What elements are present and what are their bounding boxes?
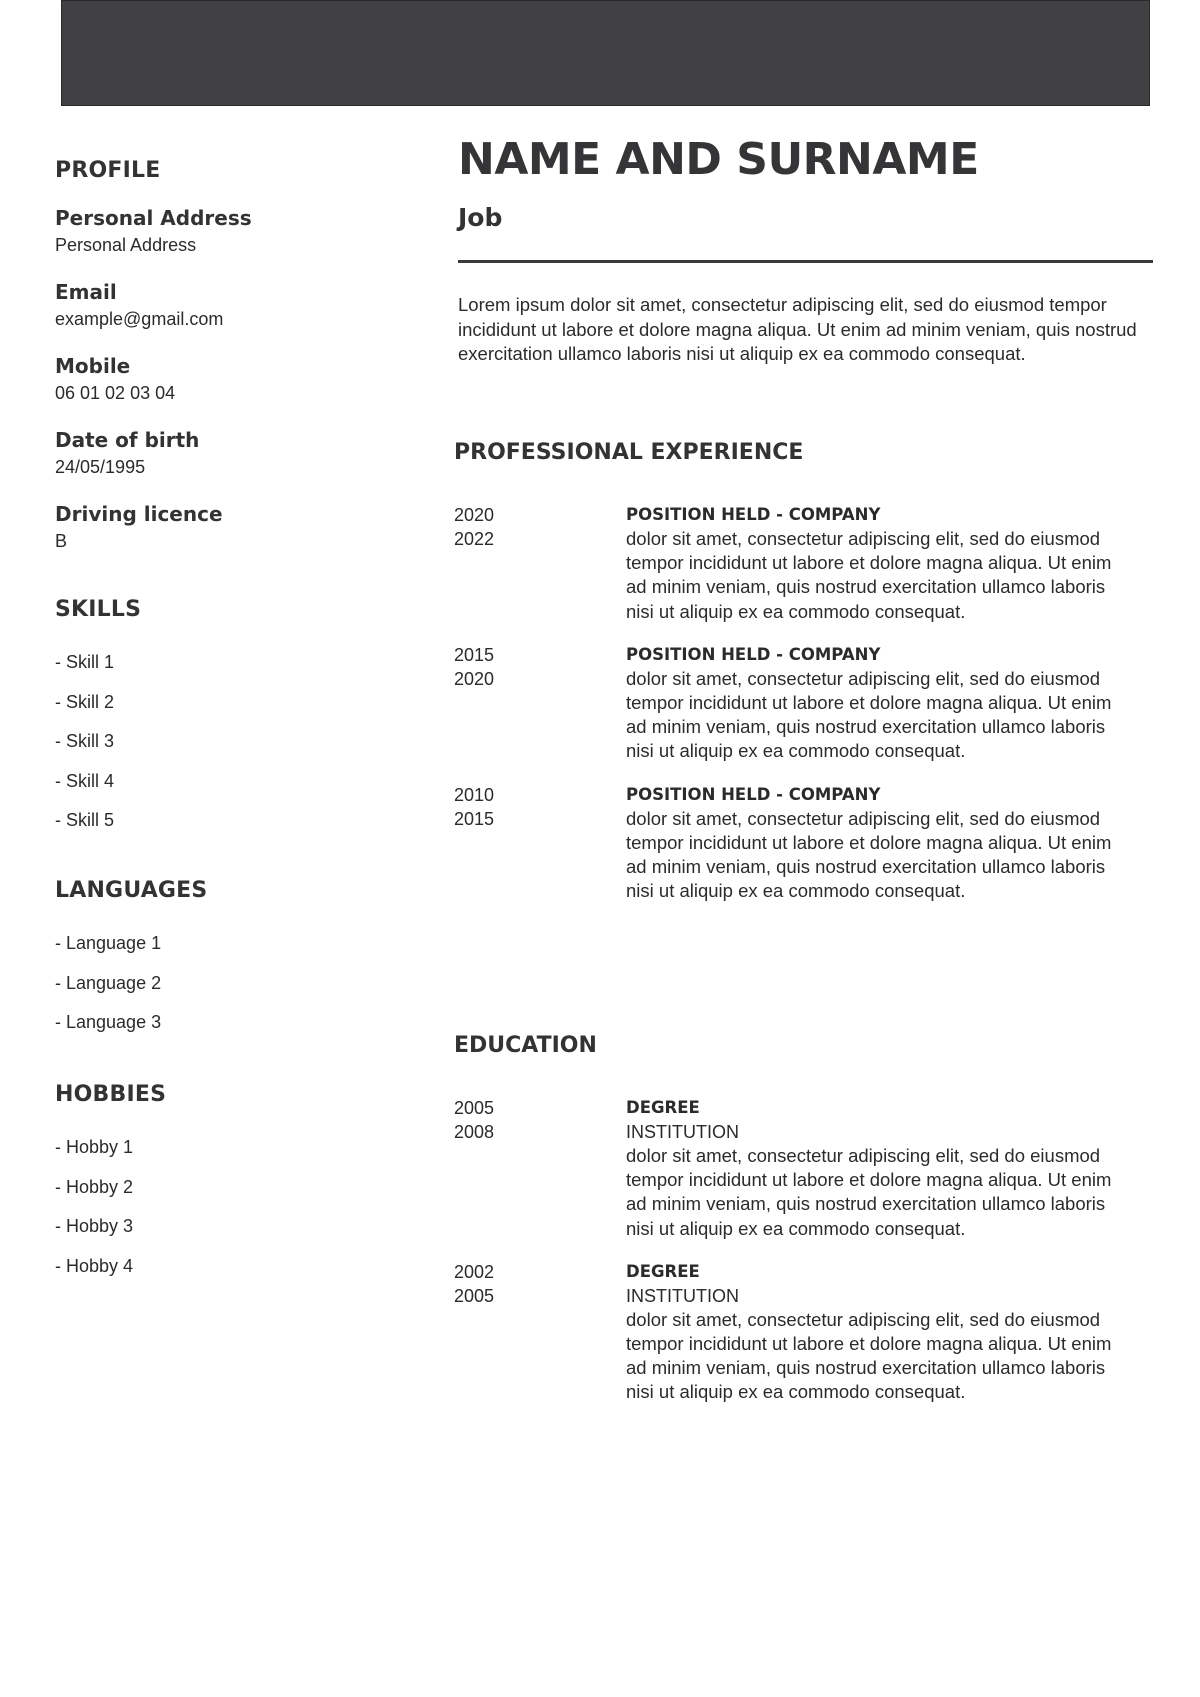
skills-section [55, 597, 415, 832]
field-label: Mobile [55, 354, 131, 378]
languages-title: LANGUAGES [55, 878, 208, 903]
education-entry [454, 1096, 1154, 1241]
entry-years [454, 1260, 626, 1405]
experience-entry [454, 503, 1154, 624]
year-end: 2015 [454, 808, 495, 829]
year-start: 2005 [454, 1098, 495, 1118]
list-item: - Hobby 2 [55, 1176, 134, 1197]
entry-years [454, 643, 626, 764]
languages-section [55, 878, 415, 1034]
list-item: - Hobby 3 [55, 1216, 134, 1236]
entry-detail [626, 1260, 1126, 1405]
year-start: 2010 [454, 784, 495, 805]
hobbies-section [55, 1082, 415, 1278]
left-column [55, 158, 415, 1293]
field-value: 06 01 02 03 04 [55, 383, 176, 403]
list-item: - Skill 2 [55, 691, 115, 712]
list-item: - Language 1 [55, 933, 162, 953]
list-item: - Language 2 [55, 972, 162, 993]
experience-entry [454, 783, 1154, 904]
field-label: Date of birth [55, 428, 200, 452]
entry-years [454, 503, 626, 624]
hobbies-list [55, 1135, 415, 1278]
education-title: EDUCATION [454, 1033, 597, 1058]
year-end: 2020 [454, 668, 495, 689]
list-item: - Skill 4 [55, 770, 115, 791]
field-value: Personal Address [55, 235, 197, 255]
candidate-name: NAME AND SURNAME [458, 134, 979, 185]
list-item: - Language 3 [55, 1012, 162, 1032]
entry-detail [626, 503, 1126, 624]
education-section [454, 1033, 1154, 1424]
entry-title: POSITION HELD - COMPANY [626, 784, 881, 804]
field-value: B [55, 531, 68, 551]
skills-list [55, 650, 415, 832]
year-end: 2008 [454, 1122, 495, 1142]
field-label: Personal Address [55, 206, 252, 230]
field-label: Driving licence [55, 502, 223, 526]
profile-title: PROFILE [55, 158, 161, 183]
field-value: example@gmail.com [55, 309, 224, 329]
languages-list [55, 931, 415, 1034]
hobbies-title: HOBBIES [55, 1082, 167, 1107]
experience-entry [454, 643, 1154, 764]
entry-detail [626, 643, 1126, 764]
entry-detail [626, 783, 1126, 904]
field-label: Email [55, 280, 117, 304]
list-item: - Skill 1 [55, 652, 115, 672]
entry-description: dolor sit amet, consectetur adipiscing elit, sed do eiusmod tempor incididunt ut labore et dolore magna aliqua. Ut enim ad minim veniam, quis nostrud exercitation ullamco laboris nisi ut aliquip ex ea commodo consequat. [626, 1308, 1112, 1403]
year-end: 2005 [454, 1285, 495, 1306]
entry-description: dolor sit amet, consectetur adipiscing elit, sed do eiusmod tempor incididunt ut labore et dolore magna aliqua. Ut enim ad minim veniam, quis nostrud exercitation ullamco laboris nisi ut aliquip ex ea commodo consequat. [626, 528, 1112, 622]
summary-text: Lorem ipsum dolor sit amet, consectetur adipiscing elit, sed do eiusmod tempor incididunt ut labore et dolore magna aliqua. Ut enim ad minim veniam, quis nostrud exercitation ullamco laboris nisi ut aliquip ex ea commodo consequat. [458, 294, 1137, 364]
entry-institution: INSTITUTION [626, 1122, 739, 1142]
entry-title: DEGREE [626, 1098, 700, 1117]
profile-field-birth [55, 427, 415, 479]
year-start: 2015 [454, 644, 495, 665]
list-item: - Hobby 1 [55, 1137, 134, 1157]
education-entry [454, 1260, 1154, 1405]
field-value: 24/05/1995 [55, 457, 146, 477]
list-item: - Skill 5 [55, 810, 115, 830]
profile-field-email [55, 279, 415, 331]
year-end: 2022 [454, 529, 495, 549]
year-start: 2020 [454, 505, 495, 525]
divider [458, 260, 1153, 263]
skills-title: SKILLS [55, 597, 142, 622]
entry-institution: INSTITUTION [626, 1285, 739, 1306]
entry-description: dolor sit amet, consectetur adipiscing elit, sed do eiusmod tempor incididunt ut labore et dolore magna aliqua. Ut enim ad minim veniam, quis nostrud exercitation ullamco laboris nisi ut aliquip ex ea commodo consequat. [626, 1145, 1112, 1239]
entry-title: POSITION HELD - COMPANY [626, 644, 881, 664]
entry-description: dolor sit amet, consectetur adipiscing elit, sed do eiusmod tempor incididunt ut labore et dolore magna aliqua. Ut enim ad minim veniam, quis nostrud exercitation ullamco laboris nisi ut aliquip ex ea commodo consequat. [626, 667, 1112, 762]
experience-section [454, 440, 1154, 922]
year-start: 2002 [454, 1261, 495, 1282]
profile-field-address [55, 205, 415, 257]
right-header [458, 132, 1153, 367]
header-bar [61, 0, 1150, 106]
entry-years [454, 783, 626, 904]
list-item: - Hobby 4 [55, 1255, 134, 1276]
entry-years [454, 1096, 626, 1241]
entry-title: POSITION HELD - COMPANY [626, 505, 881, 524]
entry-title: DEGREE [626, 1261, 700, 1281]
profile-field-licence [55, 501, 415, 553]
experience-title: PROFESSIONAL EXPERIENCE [454, 440, 804, 465]
entry-detail [626, 1096, 1126, 1241]
entry-description: dolor sit amet, consectetur adipiscing elit, sed do eiusmod tempor incididunt ut labore et dolore magna aliqua. Ut enim ad minim veniam, quis nostrud exercitation ullamco laboris nisi ut aliquip ex ea commodo consequat. [626, 807, 1112, 902]
job-title: Job [458, 203, 503, 232]
list-item: - Skill 3 [55, 731, 115, 751]
profile-field-mobile [55, 353, 415, 405]
